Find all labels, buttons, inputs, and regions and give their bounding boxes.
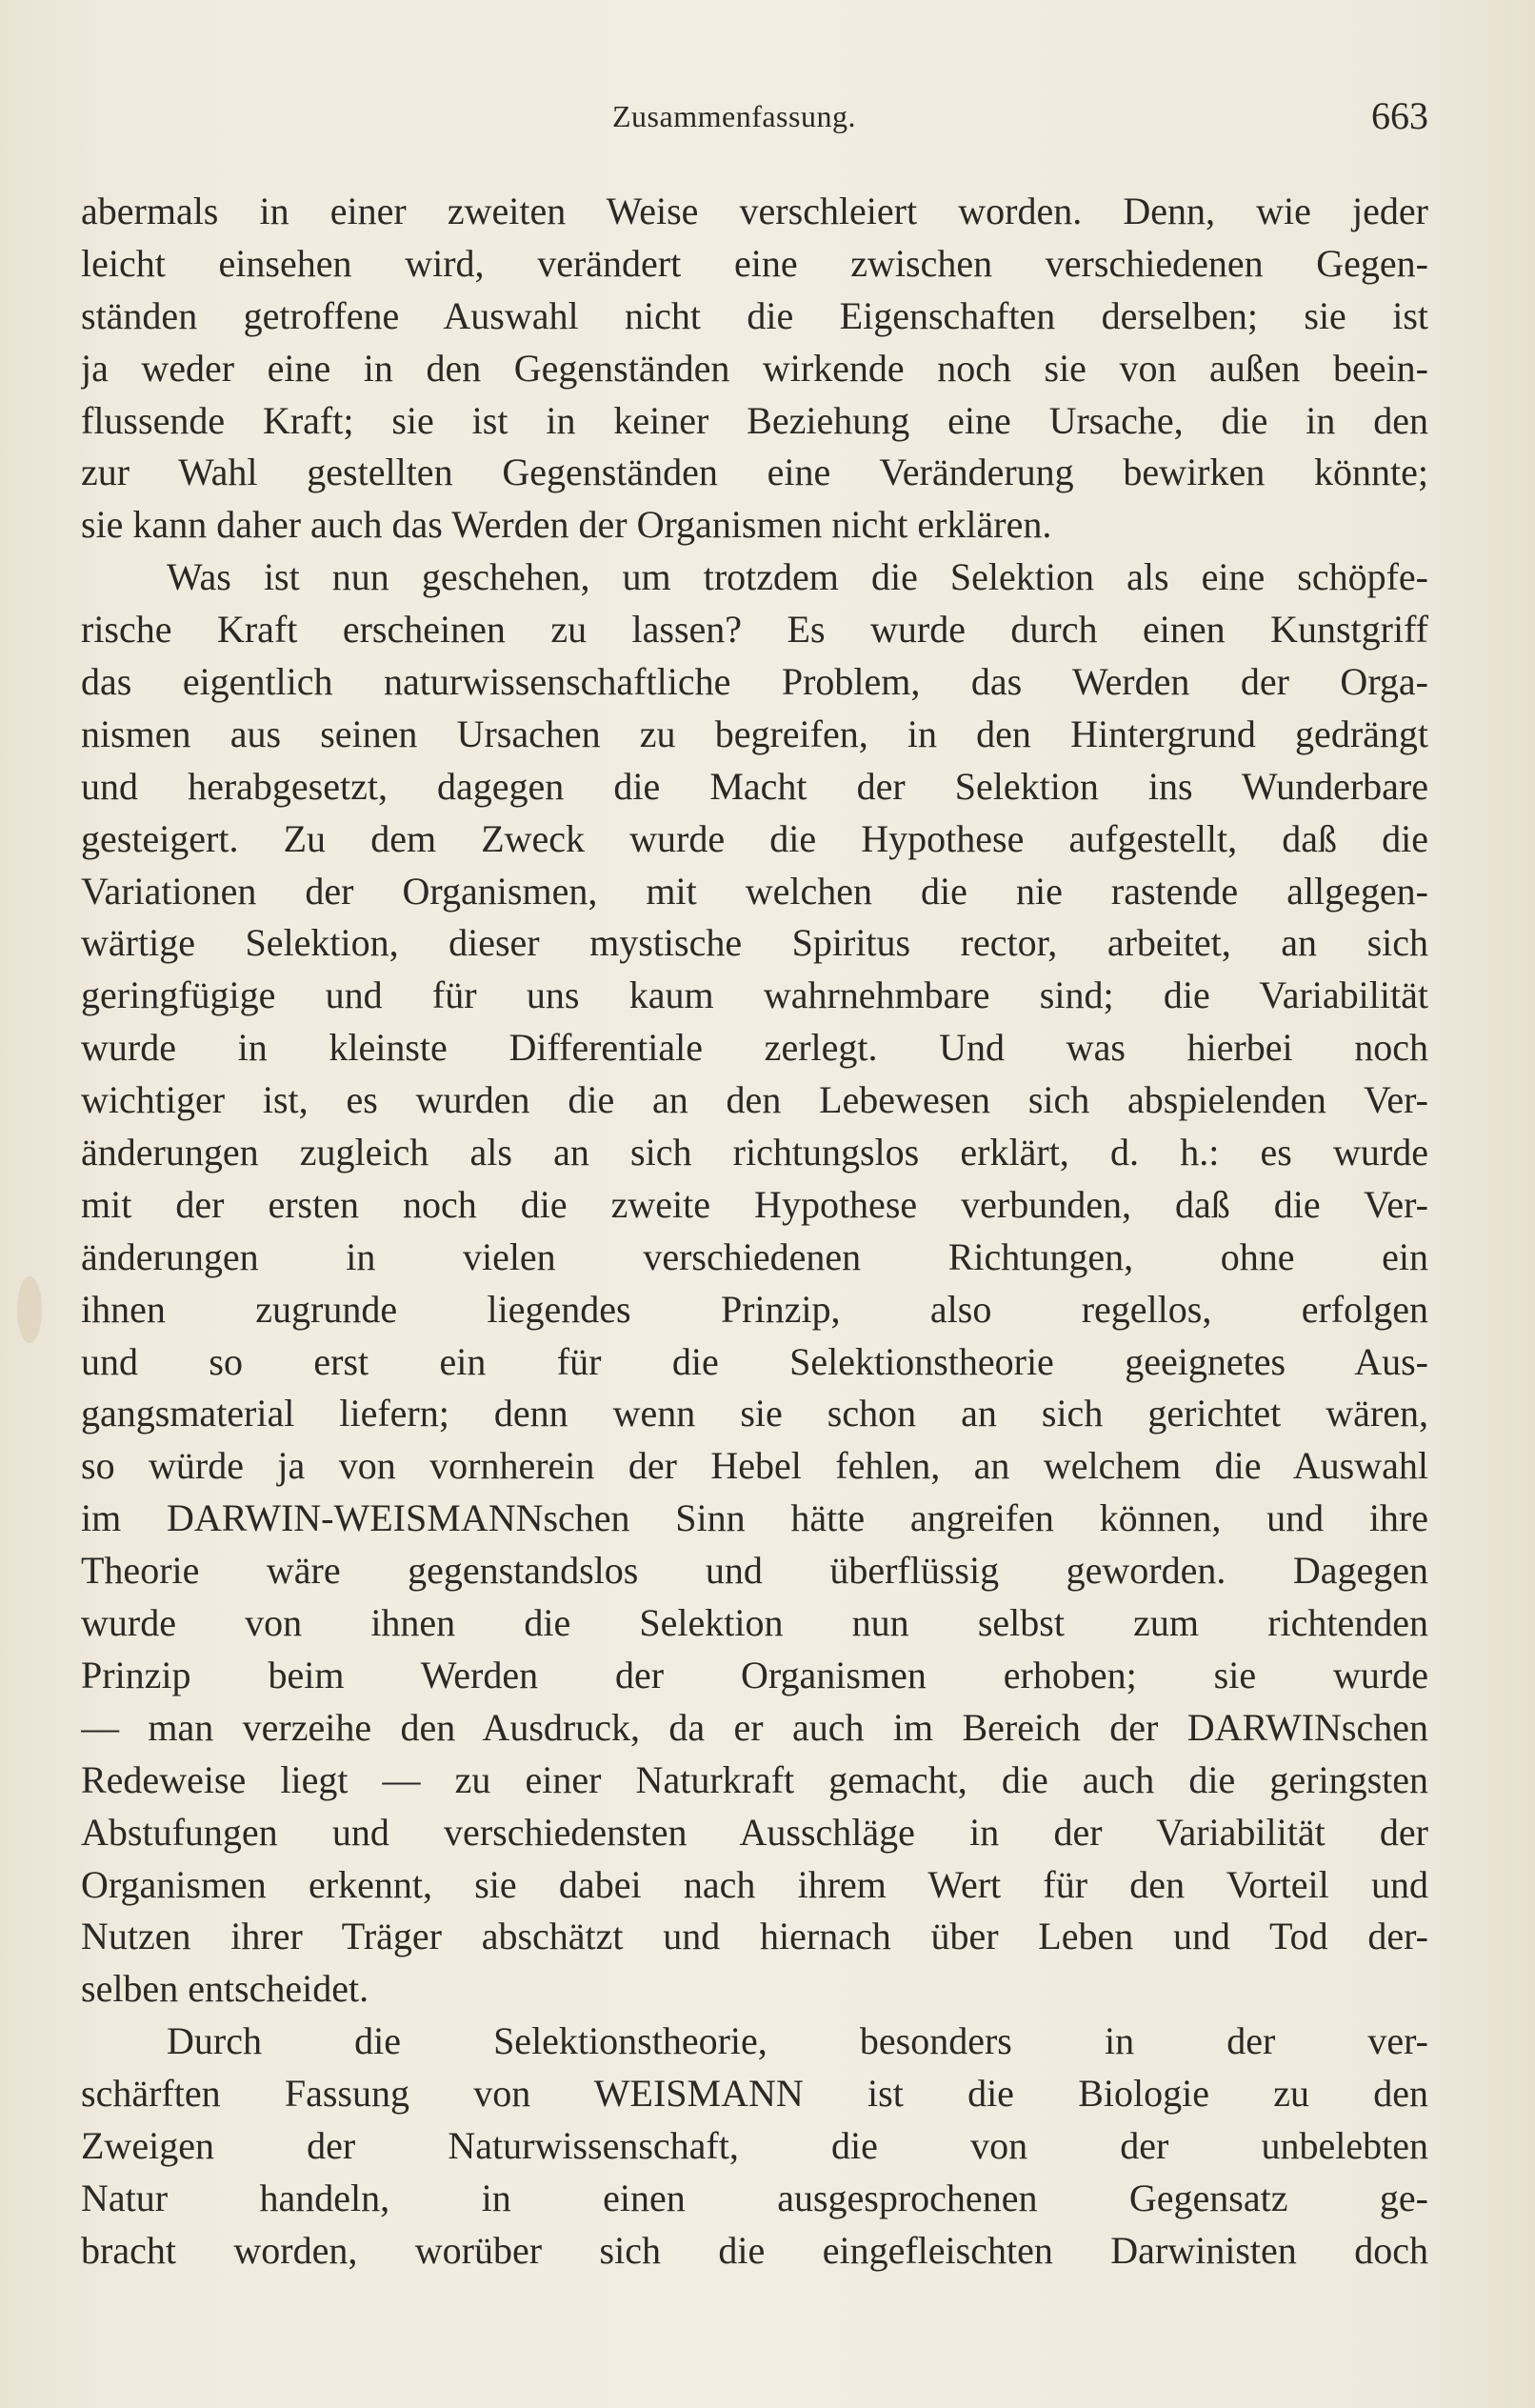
text-line: Zweigen der Naturwissenschaft, die von der unbelebten <box>81 2123 1428 2167</box>
text-line: Was ist nun geschehen, um trotzdem die Selektion als eine schöpfe- <box>167 555 1428 599</box>
body-text <box>81 186 1428 2278</box>
text-line: Variationen der Organismen, mit welchen die nie rastende allgegen- <box>81 869 1428 913</box>
text-line: zur Wahl gestellten Gegenständen eine Veränderung bewirken könnte; <box>81 451 1428 494</box>
text-line: wurde in kleinste Differentiale zerlegt. Und was hierbei noch <box>81 1026 1428 1070</box>
text-line: nismen aus seinen Ursachen zu begreifen, in den Hintergrund gedrängt <box>81 712 1428 755</box>
text-line: Nutzen ihrer Träger abschätzt und hiernach über Leben und Tod der- <box>81 1915 1428 1958</box>
text-line: und so erst ein für die Selektionstheorie geeignetes Aus- <box>81 1339 1428 1383</box>
text-line: und herabgesetzt, dagegen die Macht der Selektion ins Wunderbare <box>81 764 1428 808</box>
text-line: leicht einsehen wird, verändert eine zwischen verschiedenen Gegen- <box>81 241 1428 285</box>
text-line: wärtige Selektion, dieser mystische Spiritus rector, arbeitet, an sich <box>81 921 1428 965</box>
text-line: änderungen zugleich als an sich richtungslos erklärt, d. h.: es wurde <box>81 1131 1428 1174</box>
text-line: Theorie wäre gegenstandslos und überflüssig geworden. Dagegen <box>81 1549 1428 1593</box>
text-line: Prinzip beim Werden der Organismen erhoben; sie wurde <box>81 1653 1428 1696</box>
text-line: ihnen zugrunde liegendes Prinzip, also regellos, erfolgen <box>81 1287 1428 1331</box>
text-line: wichtiger ist, es wurden die an den Lebewesen sich abspielenden Ver- <box>81 1078 1428 1122</box>
text-line: so würde ja von vornherein der Hebel fehlen, an welchem die Auswahl <box>81 1444 1428 1488</box>
text-line: bracht worden, worüber sich die eingefleischten Darwinisten doch <box>81 2228 1428 2272</box>
text-line: abermals in einer zweiten Weise verschleiert worden. Denn, wie jeder <box>81 190 1428 232</box>
text-line: gangsmaterial liefern; denn wenn sie schon an sich gerichtet wären, <box>81 1392 1428 1435</box>
page-number: 663 <box>1371 94 1428 137</box>
text-line: Abstufungen und verschiedensten Ausschläge in der Variabilität der <box>81 1810 1428 1854</box>
text-line: selben entscheidet. <box>81 1967 369 2011</box>
text-line: Natur handeln, in einen ausgesprochenen Gegensatz ge- <box>81 2176 1428 2219</box>
paper-stain <box>17 1276 42 1343</box>
text-line: Redeweise liegt — zu einer Naturkraft gemacht, die auch die geringsten <box>81 1757 1428 1801</box>
text-line: schärften Fassung von WEISMANN ist die Biologie zu den <box>81 2072 1428 2116</box>
text-line: ja weder eine in den Gegenständen wirkende noch sie von außen beein- <box>81 346 1428 390</box>
text-line: flussende Kraft; sie ist in keiner Beziehung eine Ursache, die in den <box>81 398 1428 442</box>
text-line: Organismen erkennt, sie dabei nach ihrem Wert für den Vorteil und <box>81 1862 1428 1906</box>
text-line: ständen getroffene Auswahl nicht die Eigenschaften derselben; sie ist <box>81 293 1428 337</box>
text-line: — man verzeihe den Ausdruck, da er auch im Bereich der DARWINschen <box>81 1705 1428 1749</box>
text-line: mit der ersten noch die zweite Hypothese verbunden, daß die Ver- <box>81 1182 1428 1226</box>
text-line: sie kann daher auch das Werden der Organismen nicht erklären. <box>81 503 1052 547</box>
text-line: im DARWIN-WEISMANNschen Sinn hätte angreifen können, und ihre <box>81 1496 1428 1540</box>
text-line: Durch die Selektionstheorie, besonders in der ver- <box>167 2019 1428 2063</box>
running-head: Zusammenfassung. <box>612 99 856 133</box>
page-header <box>81 93 1428 150</box>
text-line: änderungen in vielen verschiedenen Richtungen, ohne ein <box>81 1234 1428 1278</box>
text-line: das eigentlich naturwissenschaftliche Problem, das Werden der Orga- <box>81 660 1428 704</box>
text-line: rische Kraft erscheinen zu lassen? Es wurde durch einen Kunstgriff <box>81 608 1428 652</box>
text-line: geringfügige und für uns kaum wahrnehmbare sind; die Variabilität <box>81 973 1428 1017</box>
text-line: wurde von ihnen die Selektion nun selbst zum richtenden <box>81 1601 1428 1645</box>
text-line: gesteigert. Zu dem Zweck wurde die Hypothese aufgestellt, daß die <box>81 816 1428 860</box>
